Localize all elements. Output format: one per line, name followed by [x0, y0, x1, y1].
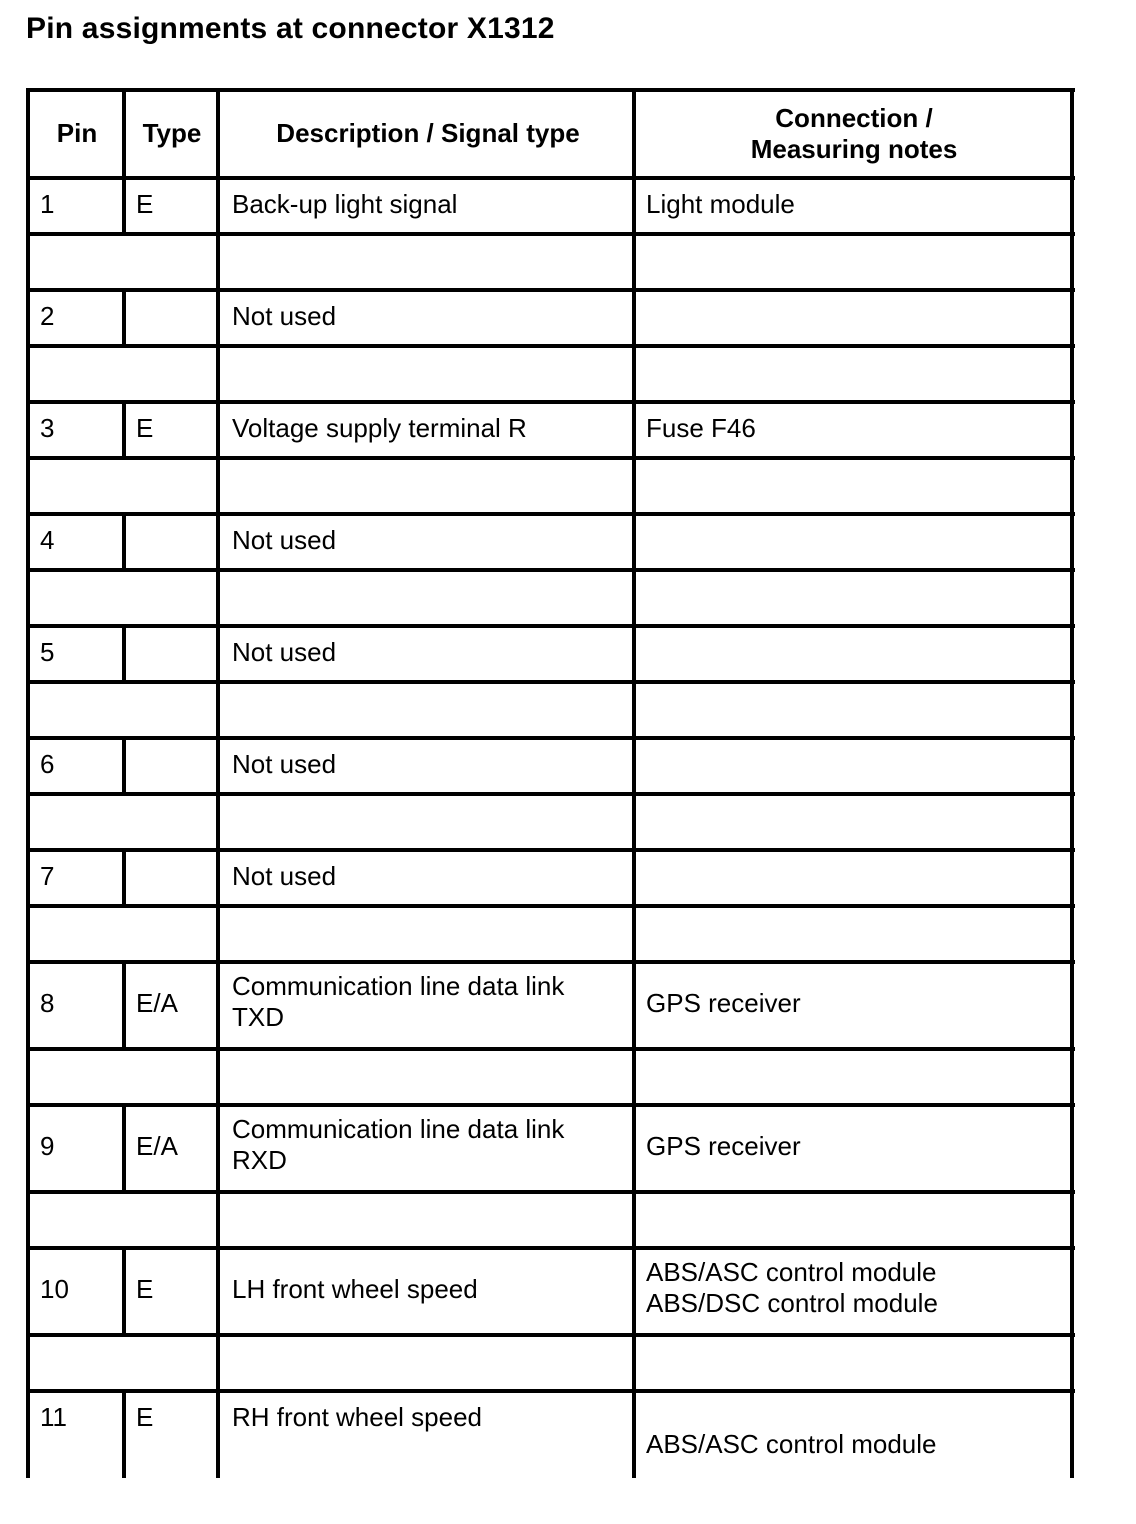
- connection-note: ABS/DSC control module: [646, 1288, 938, 1318]
- connection-note: GPS receiver: [646, 1131, 801, 1161]
- row-divider: [26, 680, 1075, 684]
- column-divider-type: [122, 88, 126, 176]
- pin-type: E: [136, 189, 154, 219]
- spacer-divider: [26, 736, 1075, 740]
- spacer-divider: [26, 1246, 1075, 1250]
- column-divider-type: [122, 1389, 126, 1478]
- spacer-divider: [26, 960, 1075, 964]
- pin-number: 2: [40, 301, 55, 331]
- spacer-divider: [26, 624, 1075, 628]
- signal-description: Not used: [232, 861, 337, 891]
- row-divider: [26, 1190, 1075, 1194]
- row-divider: [26, 344, 1075, 348]
- connection-note: GPS receiver: [646, 988, 801, 1018]
- column-divider-type: [122, 176, 126, 232]
- spacer-divider: [26, 1389, 1075, 1393]
- spacer-divider: [26, 288, 1075, 292]
- row-divider: [26, 568, 1075, 572]
- signal-description: RH front wheel speed: [232, 1402, 483, 1432]
- pin-type: E: [136, 413, 154, 443]
- connection-note: Light module: [646, 189, 795, 219]
- header-description: Description / Signal type: [276, 118, 580, 148]
- column-divider-connection: [632, 88, 636, 1478]
- signal-description: Not used: [232, 525, 337, 555]
- column-divider-type: [122, 848, 126, 904]
- spacer-divider: [26, 512, 1075, 516]
- spacer-divider: [26, 1103, 1075, 1107]
- spacer-divider: [26, 400, 1075, 404]
- page-title: Pin assignments at connector X1312: [26, 12, 555, 45]
- connection-note: Fuse F46: [646, 413, 756, 443]
- signal-description: Communication line data link: [232, 1114, 565, 1144]
- pin-type: E/A: [136, 1131, 178, 1161]
- pin-number: 1: [40, 189, 55, 219]
- row-divider: [26, 1047, 1075, 1051]
- pin-type: E: [136, 1274, 154, 1304]
- column-divider-type: [122, 1103, 126, 1190]
- pin-number: 4: [40, 525, 55, 555]
- connection-note: ABS/ASC control module: [646, 1429, 937, 1459]
- column-divider-type: [122, 288, 126, 344]
- pin-number: 6: [40, 749, 55, 779]
- signal-description: RXD: [232, 1145, 287, 1175]
- pin-type: E: [136, 1402, 154, 1432]
- header-connection: Connection /: [775, 103, 933, 133]
- pin-number: 9: [40, 1131, 55, 1161]
- column-divider-type: [122, 400, 126, 456]
- row-divider: [26, 904, 1075, 908]
- signal-description: TXD: [232, 1002, 284, 1032]
- pin-number: 3: [40, 413, 55, 443]
- table-top-border: [26, 88, 1075, 92]
- column-divider-description: [216, 88, 220, 1478]
- pin-type: E/A: [136, 988, 178, 1018]
- signal-description: Not used: [232, 749, 337, 779]
- header-measuring-notes: Measuring notes: [750, 134, 958, 164]
- connection-note: ABS/ASC control module: [646, 1257, 937, 1287]
- spacer-divider: [26, 848, 1075, 852]
- header-bottom-border: [26, 176, 1075, 180]
- signal-description: Not used: [232, 301, 337, 331]
- signal-description: Back-up light signal: [232, 189, 458, 219]
- pin-number: 5: [40, 637, 55, 667]
- table-left-border: [26, 88, 30, 1478]
- pin-number: 8: [40, 988, 55, 1018]
- column-divider-type: [122, 736, 126, 792]
- signal-description: LH front wheel speed: [232, 1274, 478, 1304]
- column-divider-type: [122, 1246, 126, 1333]
- pin-number: 10: [40, 1274, 69, 1304]
- signal-description: Not used: [232, 637, 337, 667]
- column-divider-type: [122, 960, 126, 1047]
- pin-number: 7: [40, 861, 55, 891]
- row-divider: [26, 456, 1075, 460]
- column-divider-type: [122, 624, 126, 680]
- signal-description: Communication line data link: [232, 971, 565, 1001]
- header-pin: Pin: [56, 118, 98, 148]
- signal-description: Voltage supply terminal R: [232, 413, 527, 443]
- row-divider: [26, 1333, 1075, 1337]
- column-divider-type: [122, 512, 126, 568]
- pin-number: 11: [40, 1402, 67, 1432]
- row-divider: [26, 232, 1075, 236]
- row-divider: [26, 792, 1075, 796]
- table-right-border: [1070, 88, 1074, 1478]
- header-type: Type: [142, 118, 202, 148]
